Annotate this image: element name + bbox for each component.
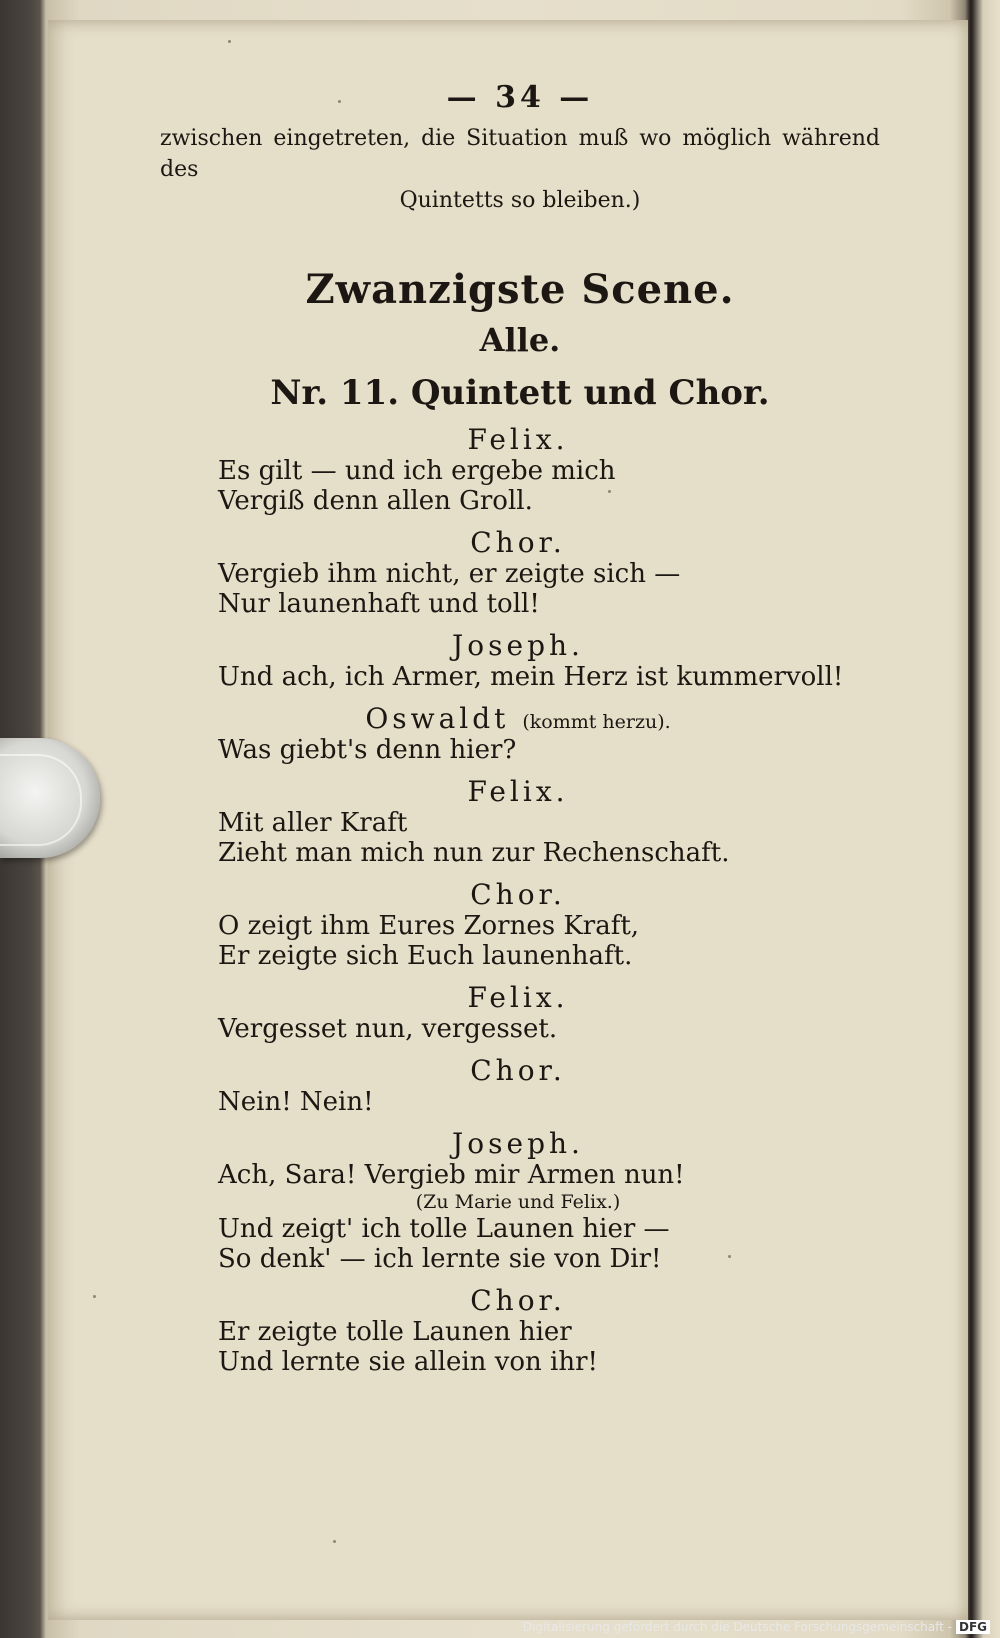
verse-line: So denk' — ich lernte sie von Dir! (218, 1244, 662, 1274)
speaker-name: Chor. (470, 1054, 566, 1087)
verse-line: Er zeigte sich Euch launenhaft. (218, 941, 633, 971)
verse-block (218, 775, 818, 868)
speaker-name: Oswaldt (365, 702, 510, 735)
digitization-credit (523, 1620, 990, 1634)
verse-block (218, 702, 818, 765)
scene-title: Zwanzigste Scene. (305, 266, 735, 313)
dfg-logo: DFG (956, 1620, 990, 1634)
speaker-name: Felix. (467, 775, 569, 808)
verse-line: Es gilt — und ich ergebe mich (218, 456, 616, 486)
page-number: — 34 — (446, 80, 594, 115)
credit-text: Digitalisierung gefördert durch die Deutsche Forschungsgemeinschaft - (522, 1620, 952, 1634)
verse-line: Nein! Nein! (218, 1087, 374, 1117)
intro-line: zwischen eingetreten, die Situation muß wo möglich während des (160, 126, 880, 182)
next-page-edge (972, 0, 1000, 1638)
verse-line: Nur launenhaft und toll! (218, 589, 540, 619)
number-title: Nr. 11. Quintett und Chor. (270, 373, 770, 413)
speaker-note: (kommt herzu). (522, 711, 671, 733)
verse-line: Vergiß denn allen Groll. (218, 486, 533, 516)
verse-line: Ach, Sara! Vergieb mir Armen nun! (218, 1160, 685, 1190)
speaker-name: Chor. (470, 1284, 566, 1317)
verse-block (218, 981, 818, 1044)
verse-block (218, 423, 818, 516)
verse-block (218, 1127, 818, 1274)
verse-block (218, 1054, 818, 1117)
verse-line: Und lernte sie allein von ihr! (218, 1347, 598, 1377)
speaker-name: Chor. (470, 526, 566, 559)
verse-block (218, 629, 844, 692)
verse-line: Vergesset nun, vergesset. (218, 1014, 558, 1044)
speaker-name: Joseph. (452, 1127, 584, 1160)
verse-line: Was giebt's denn hier? (218, 735, 517, 765)
verse-line: Und zeigt' ich tolle Launen hier — (218, 1214, 670, 1244)
intro-line: Quintetts so bleiben.) (399, 188, 641, 213)
verse-line: Er zeigte tolle Launen hier (218, 1317, 572, 1347)
scene-cast: Alle. (479, 321, 561, 359)
verse-line: O zeigt ihm Eures Zornes Kraft, (218, 911, 640, 941)
verse-block (218, 1284, 818, 1377)
stage-direction: (Zu Marie und Felix.) (415, 1191, 621, 1213)
page-clip-highlight (0, 754, 82, 846)
speaker-name: Joseph. (452, 629, 584, 662)
verse-line: Mit aller Kraft (218, 808, 408, 838)
speaker-name: Chor. (470, 878, 566, 911)
page-content (160, 80, 880, 1377)
verse-line: Vergieb ihm nicht, er zeigte sich — (218, 559, 681, 589)
verse-line: Und ach, ich Armer, mein Herz ist kummervoll! (218, 662, 844, 692)
libretto (218, 423, 844, 1377)
stage-direction-intro (160, 123, 880, 216)
verse-block (218, 526, 818, 619)
verse-block (218, 878, 818, 971)
speaker-name: Felix. (467, 981, 569, 1014)
verse-line: Zieht man mich nun zur Rechenschaft. (218, 838, 730, 868)
speaker-name: Felix. (467, 423, 569, 456)
speaker-heading (218, 702, 818, 735)
